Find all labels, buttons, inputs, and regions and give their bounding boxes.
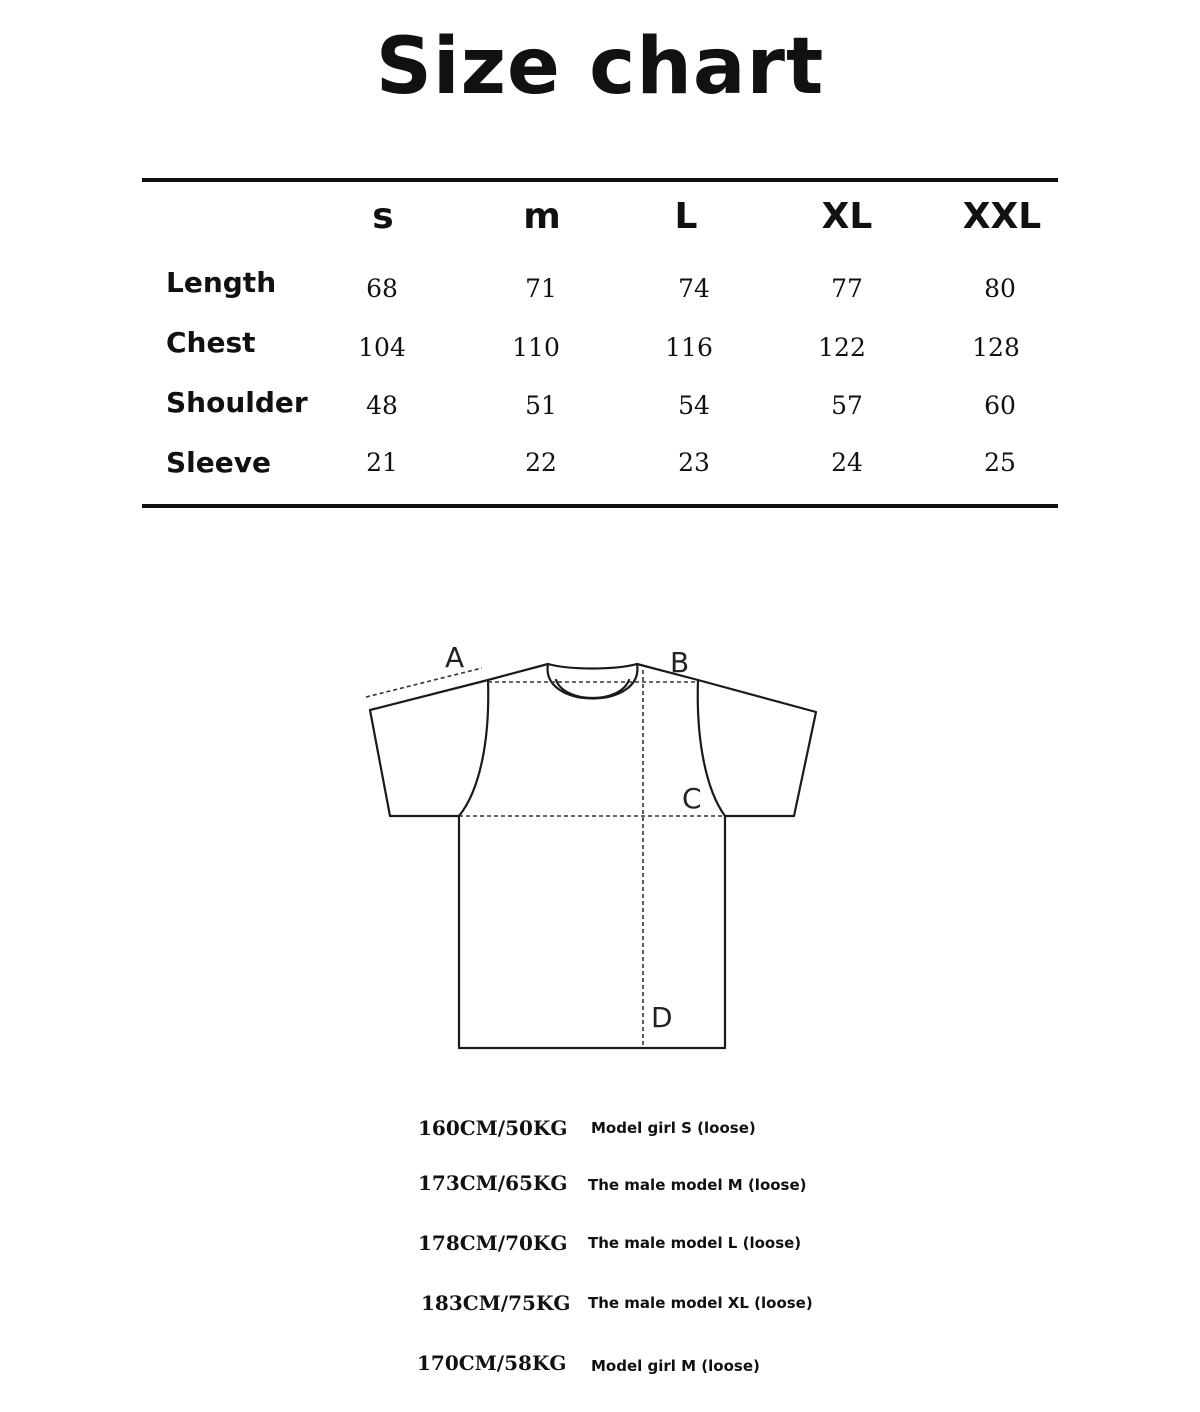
tshirt-collar-inner	[548, 664, 637, 669]
row-label-chest: Chest	[166, 326, 256, 359]
label-c: C	[682, 782, 702, 815]
label-d: D	[651, 1001, 673, 1034]
tshirt-outline	[370, 664, 816, 1048]
row-label-length: Length	[166, 266, 277, 299]
table-cell: 51	[525, 391, 557, 420]
table-cell: 71	[525, 274, 557, 303]
table-cell: 68	[366, 274, 398, 303]
model-height-weight: 170CM/58KG	[417, 1351, 567, 1375]
table-cell: 80	[984, 274, 1016, 303]
label-a: A	[445, 641, 465, 674]
table-bottom-rule	[142, 504, 1058, 508]
table-cell: 22	[525, 448, 557, 477]
page-title: Size chart	[375, 22, 825, 112]
table-cell: 128	[972, 333, 1020, 362]
tshirt-diagram	[340, 630, 840, 1060]
row-label-shoulder: Shoulder	[166, 386, 308, 419]
table-cell: 21	[366, 448, 398, 477]
table-cell: 74	[678, 274, 710, 303]
size-header-m: m	[523, 196, 561, 237]
model-height-weight: 173CM/65KG	[418, 1171, 568, 1195]
table-cell: 110	[512, 333, 560, 362]
table-cell: 57	[831, 391, 863, 420]
table-cell: 116	[665, 333, 713, 362]
measure-line-a	[366, 668, 482, 697]
model-description: The male model L (loose)	[588, 1234, 802, 1252]
model-height-weight: 183CM/75KG	[421, 1291, 571, 1315]
table-cell: 25	[984, 448, 1016, 477]
table-cell: 54	[678, 391, 710, 420]
size-header-l: L	[674, 196, 698, 237]
table-cell: 77	[831, 274, 863, 303]
row-label-sleeve: Sleeve	[166, 446, 271, 479]
model-description: The male model M (loose)	[588, 1176, 807, 1194]
size-header-xxl: XXL	[962, 196, 1042, 237]
table-cell: 23	[678, 448, 710, 477]
model-height-weight: 160CM/50KG	[418, 1116, 568, 1140]
model-description: Model girl M (loose)	[591, 1357, 760, 1375]
model-height-weight: 178CM/70KG	[418, 1231, 568, 1255]
model-description: The male model XL (loose)	[588, 1294, 813, 1312]
label-b: B	[670, 646, 690, 679]
table-cell: 48	[366, 391, 398, 420]
table-top-rule	[142, 178, 1058, 182]
tshirt-right-armhole	[698, 680, 725, 816]
tshirt-left-armhole	[459, 680, 488, 816]
model-description: Model girl S (loose)	[591, 1119, 756, 1137]
table-cell: 122	[818, 333, 866, 362]
size-header-s: s	[372, 196, 394, 237]
size-header-xl: XL	[821, 196, 873, 237]
table-cell: 60	[984, 391, 1016, 420]
table-cell: 24	[831, 448, 863, 477]
table-cell: 104	[358, 333, 406, 362]
